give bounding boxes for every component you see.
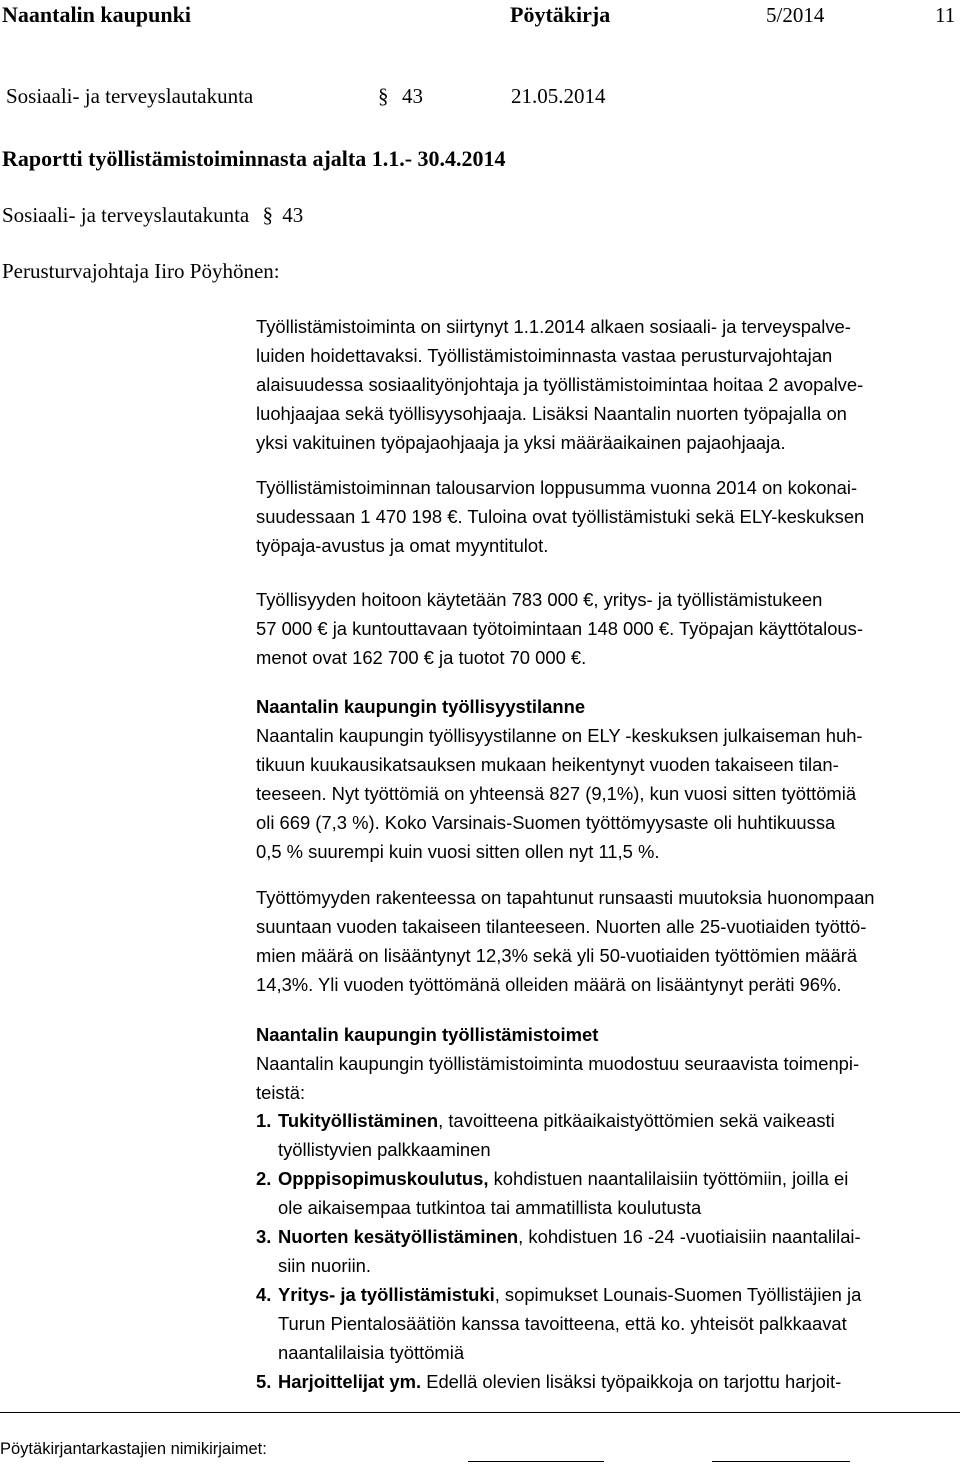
list-item-text: Edellä olevien lisäksi työpaikkoja on tarjottu harjoit-: [421, 1371, 842, 1392]
list-item-text: , tavoitteena pitkäaikaistyöttömien sekä vaikeasti: [438, 1110, 835, 1131]
text-line: alaisuudessa sosiaalityönjohtaja ja työllistämistoimintaa hoitaa 2 avopalve-: [256, 374, 864, 395]
text-line: Työttömyyden rakenteessa on tapahtunut runsaasti muutoksia huonompaan: [256, 887, 875, 908]
list-item-text: , sopimukset Lounais-Suomen Työllistäjien ja: [494, 1284, 862, 1305]
text-line: suudessaan 1 470 198 €. Tuloina ovat työllistämistuki sekä ELY-keskuksen: [256, 506, 865, 527]
section-heading: Naantalin kaupungin työllistämistoimet: [256, 1024, 599, 1045]
list-item-text: työllistyvien palkkaaminen: [278, 1139, 491, 1160]
text-line: 57 000 € ja kuntouttavaan työtoimintaan 148 000 €. Työpajan käyttötalous-: [256, 618, 863, 639]
document-number: 5/2014: [766, 3, 825, 27]
measures-list: [256, 1106, 956, 1396]
footer-divider: [0, 1412, 960, 1413]
text-line: Naantalin kaupungin työllisyystilanne on ELY -keskuksen julkaiseman huh-: [256, 725, 863, 746]
list-number: 5.: [256, 1371, 272, 1392]
list-item-title: Opppisopimuskoulutus,: [278, 1168, 489, 1189]
committee-line-number: 43: [282, 203, 304, 227]
text-line: yksi vakituinen työpajaohjaaja ja yksi määräaikainen pajaohjaaja.: [256, 432, 786, 453]
presenter: Perusturvajohtaja Iiro Pöyhönen:: [2, 259, 280, 283]
list-item: [256, 1164, 956, 1222]
page-number: 11: [935, 3, 956, 27]
text-line: Työllistämistoiminnan talousarvion loppusumma vuonna 2014 on kokonai-: [256, 477, 858, 498]
list-item-title: Yritys- ja työllistämistuki: [278, 1284, 495, 1305]
list-item-title: Nuorten kesätyöllistäminen: [278, 1226, 519, 1247]
list-item-text: Turun Pientalosäätiön kanssa tavoitteena, että ko. yhteisöt palkkaavat: [278, 1313, 847, 1334]
text-line: luiden hoidettavaksi. Työllistämistoiminnasta vastaa perusturvajohtajan: [256, 345, 833, 366]
text-line: Työllisyyden hoitoon käytetään 783 000 €, yritys- ja työllistämistukeen: [256, 589, 823, 610]
section-number: 43: [402, 84, 423, 108]
signature-line: [468, 1461, 604, 1462]
section-heading: Naantalin kaupungin työllisyystilanne: [256, 696, 586, 717]
text-line: oli 669 (7,3 %). Koko Varsinais-Suomen työttömyysaste oli huhtikuussa: [256, 812, 836, 833]
paragraph-1: [256, 312, 956, 457]
text-line: Naantalin kaupungin työllistämistoiminta muodostuu seuraavista toimenpi-: [256, 1053, 860, 1074]
text-line: työpaja-avustus ja omat myyntitulot.: [256, 535, 549, 556]
list-item: [256, 1222, 956, 1280]
list-number: 3.: [256, 1226, 272, 1247]
paragraph-2: [256, 473, 956, 560]
paragraph-3: [256, 585, 956, 672]
list-item-text: , kohdistuen 16 -24 -vuotiaisiin naantalilai-: [518, 1226, 861, 1247]
text-line: menot ovat 162 700 € ja tuotot 70 000 €.: [256, 647, 587, 668]
list-item-text: naantalilaisia työttömiä: [278, 1342, 465, 1363]
section-employment-situation: [256, 692, 956, 866]
signature-line: [712, 1461, 850, 1462]
list-item: [256, 1367, 956, 1396]
page-title: Raportti työllistämistoiminnasta ajalta 1.1.- 30.4.2014: [2, 146, 506, 171]
text-line: mien määrä on lisääntynyt 12,3% sekä yli 50-vuotiaiden työttömien määrä: [256, 945, 858, 966]
committee-line-symbol: §: [262, 203, 274, 227]
text-line: 14,3%. Yli vuoden työttömänä olleiden määrä on lisääntynyt peräti 96%.: [256, 974, 842, 995]
committee-line-text: Sosiaali- ja terveyslautakunta: [2, 203, 250, 227]
meeting-date: 21.05.2014: [511, 84, 606, 108]
list-number: 2.: [256, 1168, 272, 1189]
section-employment-measures: [256, 1020, 956, 1107]
list-item-text: kohdistuen naantalilaisiin työttömiin, joilla ei: [488, 1168, 849, 1189]
text-line: 0,5 % suurempi kuin vuosi sitten ollen nyt 11,5 %.: [256, 841, 660, 862]
footer-label: Pöytäkirjantarkastajien nimikirjaimet:: [0, 1440, 267, 1458]
paragraph-5: [256, 883, 956, 999]
committee-line: [2, 203, 303, 228]
text-line: Työllistämistoiminta on siirtynyt 1.1.2014 alkaen sosiaali- ja terveyspalve-: [256, 316, 851, 337]
document-type: Pöytäkirja: [510, 2, 611, 27]
text-line: teeseen. Nyt työttömiä on yhteensä 827 (9,1%), kun vuosi sitten työttömiä: [256, 783, 857, 804]
organization-name: Naantalin kaupunki: [2, 2, 191, 27]
list-item-title: Harjoittelijat ym.: [278, 1371, 422, 1392]
text-line: teistä:: [256, 1082, 306, 1103]
list-number: 1.: [256, 1110, 272, 1131]
list-item-text: siin nuoriin.: [278, 1255, 372, 1276]
text-line: tikuun kuukausikatsauksen mukaan heikentynyt vuoden takaiseen tilan-: [256, 754, 839, 775]
text-line: suuntaan vuoden takaiseen tilanteeseen. Nuorten alle 25-vuotiaiden työttö-: [256, 916, 867, 937]
section-symbol: §: [378, 84, 389, 108]
list-item: [256, 1280, 956, 1367]
text-line: luohjaajaa sekä työllisyysohjaaja. Lisäksi Naantalin nuorten työpajalla on: [256, 403, 847, 424]
list-number: 4.: [256, 1284, 272, 1305]
list-item-title: Tukityöllistäminen: [278, 1110, 439, 1131]
list-item-text: ole aikaisempaa tutkintoa tai ammatillista koulutusta: [278, 1197, 702, 1218]
committee-name: Sosiaali- ja terveyslautakunta: [6, 84, 254, 108]
list-item: [256, 1106, 956, 1164]
